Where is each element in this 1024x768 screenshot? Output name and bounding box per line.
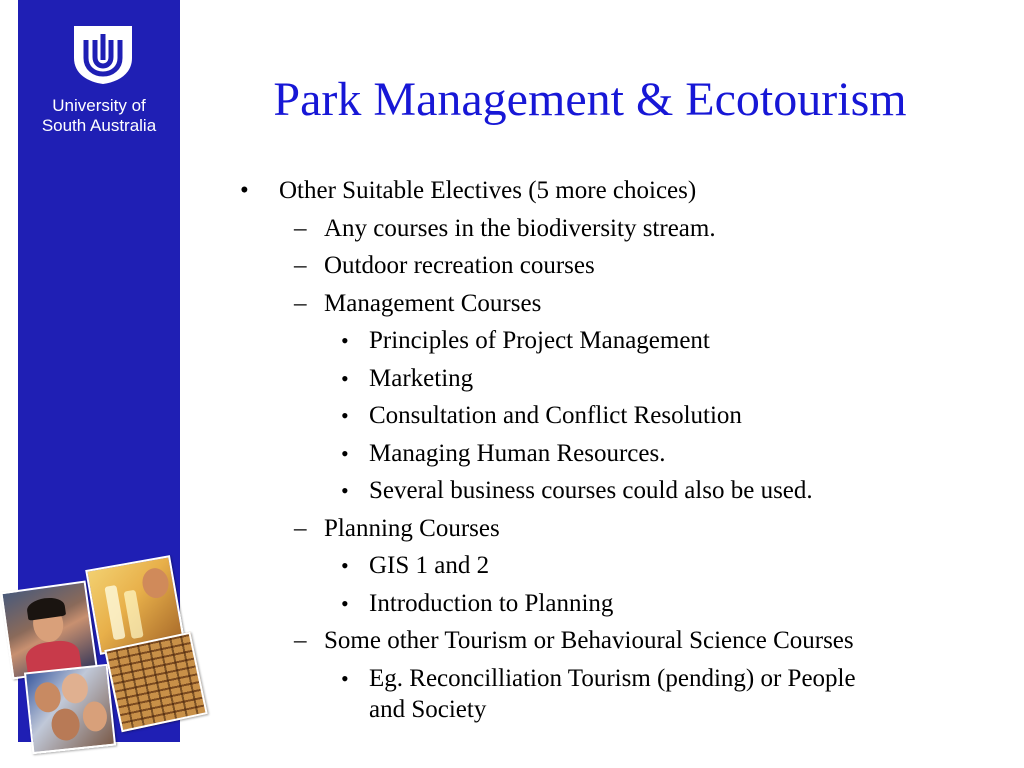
dash-marker: – [294, 627, 307, 654]
dash-marker: – [294, 290, 307, 317]
list-item [294, 251, 595, 281]
bullet-marker: • [341, 366, 349, 391]
university-name-line1: University of [52, 96, 146, 115]
bullet-marker: • [341, 553, 349, 578]
list-item [341, 551, 489, 581]
list-item-text: Some other Tourism or Behavioural Science Courses [324, 627, 854, 654]
list-item-text: Several business courses could also be used. [369, 477, 813, 504]
slide-title: Park Management & Ecotourism [273, 73, 907, 126]
list-item [341, 401, 742, 431]
bullet-marker: • [240, 177, 249, 204]
list-item-text: Introduction to Planning [369, 590, 614, 617]
list-item-text: Other Suitable Electives (5 more choices) [279, 177, 697, 204]
list-item-text: GIS 1 and 2 [369, 552, 490, 579]
list-item [341, 439, 665, 469]
list-item [341, 589, 613, 619]
bullet-marker: • [341, 478, 349, 503]
bullet-marker: • [341, 328, 349, 353]
list-item [294, 626, 854, 656]
list-item [341, 326, 710, 356]
list-item-text: Eg. Reconcilliation Tourism (pending) or People [369, 665, 856, 692]
dash-marker: – [294, 252, 307, 279]
list-item-text: Principles of Project Management [369, 327, 710, 354]
university-name-line2: South Australia [41, 116, 157, 135]
list-item [341, 364, 473, 394]
list-item-text: Marketing [369, 365, 474, 392]
list-item-text: Managing Human Resources. [369, 440, 666, 467]
dash-marker: – [294, 215, 307, 242]
list-item [294, 514, 500, 544]
list-item [294, 214, 716, 244]
list-item-text: Outdoor recreation courses [324, 252, 595, 279]
list-item-text: Management Courses [324, 290, 542, 317]
bullet-marker: • [341, 591, 349, 616]
bullet-marker: • [341, 403, 349, 428]
list-item-text: Planning Courses [324, 515, 500, 542]
bullet-marker: • [341, 666, 349, 691]
list-item [240, 176, 696, 206]
list-item [341, 476, 813, 506]
list-item-text: Any courses in the biodiversity stream. [324, 215, 716, 242]
list-item [341, 664, 856, 694]
bullet-marker: • [341, 441, 349, 466]
list-item-continuation [341, 695, 486, 725]
list-item-text: Consultation and Conflict Resolution [369, 402, 742, 429]
list-item-text: and Society [369, 696, 487, 723]
dash-marker: – [294, 515, 307, 542]
list-item [294, 289, 541, 319]
